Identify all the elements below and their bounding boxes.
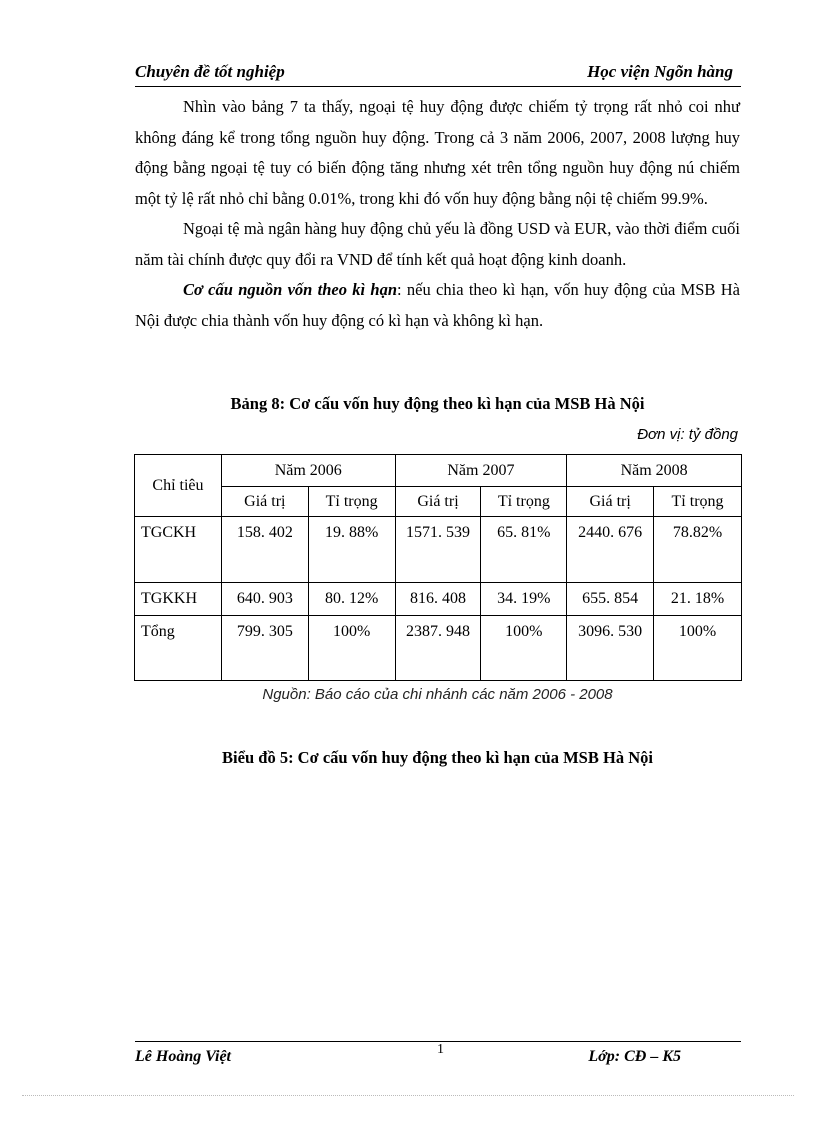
paragraph-3 — [135, 275, 740, 336]
table-cell: 2440. 676 — [567, 517, 654, 583]
paragraph-1: Nhìn vào bảng 7 ta thấy, ngoại tệ huy động được chiếm tỷ trọng rất nhỏ coi như không đáng kể trong tổng nguồn huy động. Trong cả 3 năm 2006, 2007, 2008 lượng huy động bằng ngoại tệ tuy có biến động tăng nhưng xét trên tổng nguồn huy động nú chiếm một tỷ lệ rất nhỏ chỉ bằng 0.01%, trong khi đó vốn huy động bằng nội tệ chiếm 99.9%. — [135, 97, 740, 208]
col-header-share: Tỉ trọng — [654, 487, 742, 517]
page-number: 1 — [437, 1042, 444, 1057]
table-title: Bảng 8: Cơ cấu vốn huy động theo kì hạn của MSB Hà Nội — [230, 394, 645, 413]
table-cell: 100% — [654, 616, 742, 681]
data-table — [134, 454, 742, 681]
table-header-row-sub — [135, 487, 742, 517]
table-cell: 100% — [308, 616, 395, 681]
footer-author: Lê Hoàng Việt — [135, 1048, 231, 1065]
col-header-value: Giá trị — [567, 487, 654, 517]
row-label: TGKKH — [135, 583, 222, 616]
table-cell: 158. 402 — [221, 517, 308, 583]
table-cell: 80. 12% — [308, 583, 395, 616]
page-header — [135, 60, 741, 87]
table-cell: 816. 408 — [395, 583, 481, 616]
col-header-value: Giá trị — [221, 487, 308, 517]
row-label: TGCKH — [135, 517, 222, 583]
col-header-year: Năm 2007 — [395, 455, 567, 487]
col-header-year: Năm 2006 — [221, 455, 395, 487]
table-cell: 2387. 948 — [395, 616, 481, 681]
col-header-share: Tỉ trọng — [308, 487, 395, 517]
table-cell: 1571. 539 — [395, 517, 481, 583]
table-cell: 100% — [481, 616, 567, 681]
table-unit: Đơn vị: tỷ đồng — [637, 426, 738, 443]
table-cell: 78.82% — [654, 517, 742, 583]
col-header-indicator: Chỉ tiêu — [135, 455, 222, 517]
table-row — [135, 583, 742, 616]
table-source: Nguồn: Báo cáo của chi nhánh các năm 2006 - 2008 — [262, 686, 613, 703]
chart-title: Biểu đồ 5: Cơ cấu vốn huy động theo kì hạn của MSB Hà Nội — [222, 748, 653, 767]
table-cell: 34. 19% — [481, 583, 567, 616]
header-left-title: Chuyên đề tốt nghiệp — [135, 62, 285, 81]
page-footer — [135, 1041, 741, 1072]
table-row — [135, 517, 742, 583]
table-cell: 640. 903 — [221, 583, 308, 616]
paragraph-3-rest: : nếu chia theo kì hạn, vốn huy động của MSB Hà Nội được chia thành vốn huy động có kì hạn và không kì hạn. — [135, 280, 740, 330]
col-header-year: Năm 2008 — [567, 455, 742, 487]
page-bottom-divider — [22, 1095, 794, 1096]
col-header-share: Tỉ trọng — [481, 487, 567, 517]
table-row — [135, 616, 742, 681]
col-header-value: Giá trị — [395, 487, 481, 517]
header-right-title: Học viện Ngõn hàng — [587, 62, 733, 81]
row-label: Tổng — [135, 616, 222, 681]
paragraph-3-lead: Cơ cấu nguồn vốn theo kì hạn — [183, 280, 398, 299]
footer-class: Lớp: CĐ – K5 — [588, 1048, 681, 1065]
table-cell: 3096. 530 — [567, 616, 654, 681]
table-cell: 799. 305 — [221, 616, 308, 681]
table-cell: 21. 18% — [654, 583, 742, 616]
body-text — [135, 92, 740, 336]
table-cell: 19. 88% — [308, 517, 395, 583]
table-header-row-years — [135, 455, 742, 487]
table-cell: 65. 81% — [481, 517, 567, 583]
table-cell: 655. 854 — [567, 583, 654, 616]
paragraph-2: Ngoại tệ mà ngân hàng huy động chủ yếu là đồng USD và EUR, vào thời điểm cuối năm tài chính được quy đổi ra VND để tính kết quả hoạt động kinh doanh. — [135, 219, 740, 269]
